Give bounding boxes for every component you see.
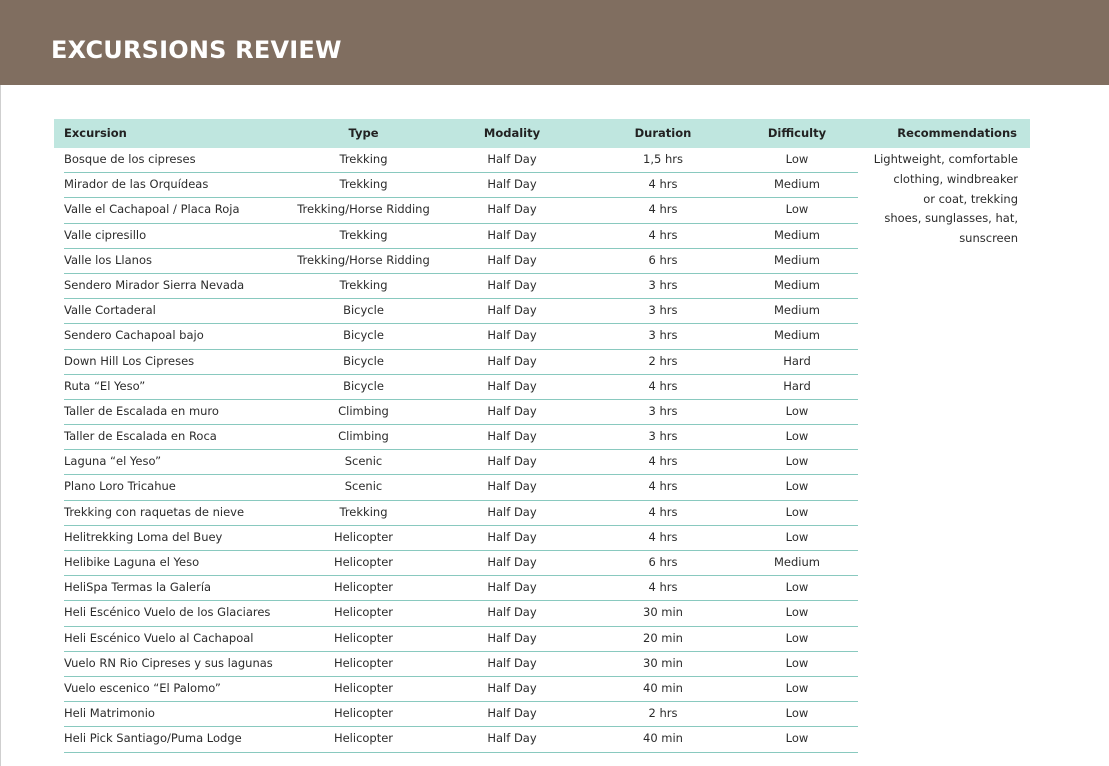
cell-excursion: Valle Cortaderal: [64, 303, 156, 318]
cell-difficulty: Medium: [774, 277, 820, 292]
table-row: [64, 324, 858, 349]
table-row: [64, 652, 858, 677]
cell-excursion: Taller de Escalada en muro: [64, 403, 219, 418]
cell-difficulty: Low: [785, 152, 809, 166]
cell-type: Climbing: [338, 429, 389, 444]
recommendations-line: clothing, windbreaker: [893, 171, 1018, 186]
cell-modality: Half Day: [487, 731, 537, 746]
cell-type: Scenic: [344, 479, 383, 494]
cell-excursion: Heli Matrimonio: [64, 706, 155, 721]
cell-modality: Half Day: [487, 202, 537, 217]
cell-modality: Half Day: [487, 378, 537, 393]
table-row: [64, 375, 858, 400]
table-row: [64, 350, 858, 375]
table-row: [64, 677, 858, 702]
cell-type: Trekking: [339, 152, 388, 166]
cell-difficulty: Low: [785, 479, 809, 494]
page-title: EXCURSIONS REVIEW: [51, 36, 342, 64]
cell-excursion: Laguna “el Yeso”: [64, 454, 162, 469]
cell-modality: Half Day: [487, 580, 537, 595]
table-row: [64, 576, 858, 601]
cell-modality: Half Day: [487, 353, 537, 368]
cell-excursion: Helitrekking Loma del Buey: [64, 529, 223, 544]
cell-difficulty: Low: [785, 655, 809, 670]
cell-excursion: Ruta “El Yeso”: [64, 378, 146, 393]
cell-type: Trekking: [339, 277, 388, 292]
table-row: [64, 450, 858, 475]
cell-excursion: Heli Pick Santiago/Puma Lodge: [64, 731, 242, 746]
cell-modality: Half Day: [487, 403, 537, 418]
cell-duration: 4 hrs: [648, 504, 678, 519]
cell-difficulty: Low: [785, 529, 809, 544]
table-row: [64, 148, 858, 173]
cell-modality: Half Day: [487, 152, 537, 166]
cell-excursion: Vuelo escenico “El Palomo”: [64, 680, 221, 695]
cell-excursion: Valle el Cachapoal / Placa Roja: [64, 202, 240, 217]
cell-difficulty: Medium: [774, 328, 820, 343]
cell-type: Bicycle: [343, 353, 384, 368]
cell-duration: 20 min: [643, 630, 683, 645]
table-row: [64, 627, 858, 652]
cell-duration: 3 hrs: [648, 429, 678, 444]
cell-modality: Half Day: [487, 252, 537, 267]
cell-type: Bicycle: [343, 378, 384, 393]
cell-difficulty: Low: [785, 731, 809, 746]
cell-difficulty: Medium: [774, 177, 820, 192]
column-header-excursion: Excursion: [64, 126, 127, 140]
table-row: [64, 475, 858, 500]
cell-difficulty: Low: [785, 429, 809, 444]
cell-type: Helicopter: [333, 580, 394, 595]
page-left-border: [0, 85, 1, 766]
table-row: [64, 173, 858, 198]
cell-difficulty: Low: [785, 403, 809, 418]
cell-type: Trekking/Horse Ridding: [297, 202, 430, 217]
table-header-row: [54, 119, 1030, 148]
cell-duration: 4 hrs: [648, 580, 678, 595]
cell-type: Trekking: [339, 504, 388, 519]
cell-difficulty: Low: [785, 202, 809, 217]
table-row: [64, 702, 858, 727]
cell-modality: Half Day: [487, 429, 537, 444]
cell-difficulty: Low: [785, 504, 809, 519]
cell-excursion: Plano Loro Tricahue: [64, 479, 176, 494]
cell-excursion: Sendero Mirador Sierra Nevada: [64, 277, 245, 292]
cell-excursion: Valle cipresillo: [64, 227, 147, 242]
cell-excursion: Mirador de las Orquídeas: [64, 177, 209, 192]
cell-type: Helicopter: [333, 680, 394, 695]
cell-modality: Half Day: [487, 328, 537, 343]
cell-modality: Half Day: [487, 227, 537, 242]
cell-excursion: Taller de Escalada en Roca: [64, 429, 217, 444]
cell-duration: 30 min: [643, 605, 683, 620]
cell-modality: Half Day: [487, 605, 537, 620]
cell-modality: Half Day: [487, 630, 537, 645]
table-row: [64, 198, 858, 223]
cell-excursion: Heli Escénico Vuelo de los Glaciares: [64, 605, 271, 620]
cell-type: Helicopter: [333, 655, 394, 670]
recommendations-line: shoes, sunglasses, hat,: [884, 211, 1018, 226]
cell-excursion: Heli Escénico Vuelo al Cachapoal: [64, 630, 254, 645]
cell-difficulty: Medium: [774, 303, 820, 318]
cell-excursion: Bosque de los cipreses: [64, 152, 196, 166]
table-row: [64, 224, 858, 249]
cell-difficulty: Low: [785, 630, 809, 645]
column-header-modality: Modality: [483, 126, 541, 140]
cell-type: Scenic: [344, 454, 383, 469]
cell-modality: Half Day: [487, 706, 537, 721]
cell-modality: Half Day: [487, 529, 537, 544]
cell-duration: 6 hrs: [648, 555, 678, 569]
page-header: [0, 0, 1109, 85]
cell-duration: 30 min: [643, 655, 683, 670]
cell-duration: 40 min: [643, 680, 683, 695]
cell-type: Trekking/Horse Ridding: [297, 252, 430, 267]
cell-modality: Half Day: [487, 177, 537, 192]
table-row: [64, 727, 858, 752]
cell-type: Trekking: [339, 177, 388, 192]
cell-type: Helicopter: [333, 605, 394, 620]
table-row: [64, 299, 858, 324]
cell-excursion: HeliSpa Termas la Galería: [64, 580, 212, 595]
cell-modality: Half Day: [487, 277, 537, 292]
cell-type: Helicopter: [333, 706, 394, 721]
cell-difficulty: Low: [785, 605, 809, 620]
cell-duration: 3 hrs: [648, 303, 678, 318]
cell-excursion: Sendero Cachapoal bajo: [64, 328, 204, 343]
cell-difficulty: Low: [785, 580, 809, 595]
table-row: [64, 274, 858, 299]
column-header-type: Type: [348, 126, 379, 140]
cell-modality: Half Day: [487, 303, 537, 318]
cell-excursion: Down Hill Los Cipreses: [64, 353, 195, 368]
cell-excursion: Valle los Llanos: [64, 252, 152, 267]
cell-modality: Half Day: [487, 680, 537, 695]
cell-duration: 4 hrs: [648, 454, 678, 469]
table-row: [64, 425, 858, 450]
cell-excursion: Trekking con raquetas de nieve: [64, 504, 245, 519]
cell-duration: 4 hrs: [648, 378, 678, 393]
cell-modality: Half Day: [487, 479, 537, 494]
cell-difficulty: Medium: [774, 555, 820, 569]
cell-difficulty: Low: [785, 706, 809, 721]
cell-modality: Half Day: [487, 555, 537, 569]
excursions-table-body: [64, 148, 858, 753]
table-row: [64, 249, 858, 274]
cell-type: Trekking: [339, 227, 388, 242]
recommendations-line: sunscreen: [959, 231, 1018, 246]
cell-duration: 40 min: [643, 731, 683, 746]
cell-type: Helicopter: [333, 555, 394, 569]
cell-duration: 4 hrs: [648, 177, 678, 192]
cell-type: Helicopter: [333, 630, 394, 645]
cell-type: Helicopter: [333, 529, 394, 544]
column-header-difficulty: Difficulty: [767, 126, 827, 140]
cell-modality: Half Day: [487, 454, 537, 469]
recommendations-line: or coat, trekking: [923, 191, 1018, 206]
cell-modality: Half Day: [487, 655, 537, 670]
cell-duration: 3 hrs: [648, 277, 678, 292]
cell-duration: 4 hrs: [648, 479, 678, 494]
cell-duration: 4 hrs: [648, 529, 678, 544]
table-row: [64, 400, 858, 425]
recommendations-line: Lightweight, comfortable: [873, 152, 1018, 166]
table-row: [64, 601, 858, 626]
cell-type: Bicycle: [343, 328, 384, 343]
table-row: [64, 551, 858, 576]
cell-difficulty: Hard: [783, 353, 811, 368]
cell-type: Bicycle: [343, 303, 384, 318]
cell-excursion: Vuelo RN Rio Cipreses y sus lagunas: [64, 655, 273, 670]
cell-duration: 2 hrs: [648, 706, 678, 721]
cell-difficulty: Medium: [774, 252, 820, 267]
cell-duration: 6 hrs: [648, 252, 678, 267]
cell-duration: 3 hrs: [648, 403, 678, 418]
cell-duration: 4 hrs: [648, 202, 678, 217]
cell-duration: 1,5 hrs: [643, 152, 683, 166]
cell-duration: 4 hrs: [648, 227, 678, 242]
column-header-duration: Duration: [634, 126, 692, 140]
cell-type: Climbing: [338, 403, 389, 418]
cell-duration: 3 hrs: [648, 328, 678, 343]
table-row: [64, 526, 858, 551]
recommendations-text: [866, 150, 1018, 249]
cell-difficulty: Low: [785, 680, 809, 695]
cell-type: Helicopter: [333, 731, 394, 746]
cell-difficulty: Low: [785, 454, 809, 469]
cell-excursion: Helibike Laguna el Yeso: [64, 555, 200, 569]
cell-difficulty: Medium: [774, 227, 820, 242]
cell-modality: Half Day: [487, 504, 537, 519]
column-header-recommendations: Recommendations: [897, 126, 1017, 140]
cell-duration: 2 hrs: [648, 353, 678, 368]
cell-difficulty: Hard: [783, 378, 811, 393]
table-row: [64, 501, 858, 526]
